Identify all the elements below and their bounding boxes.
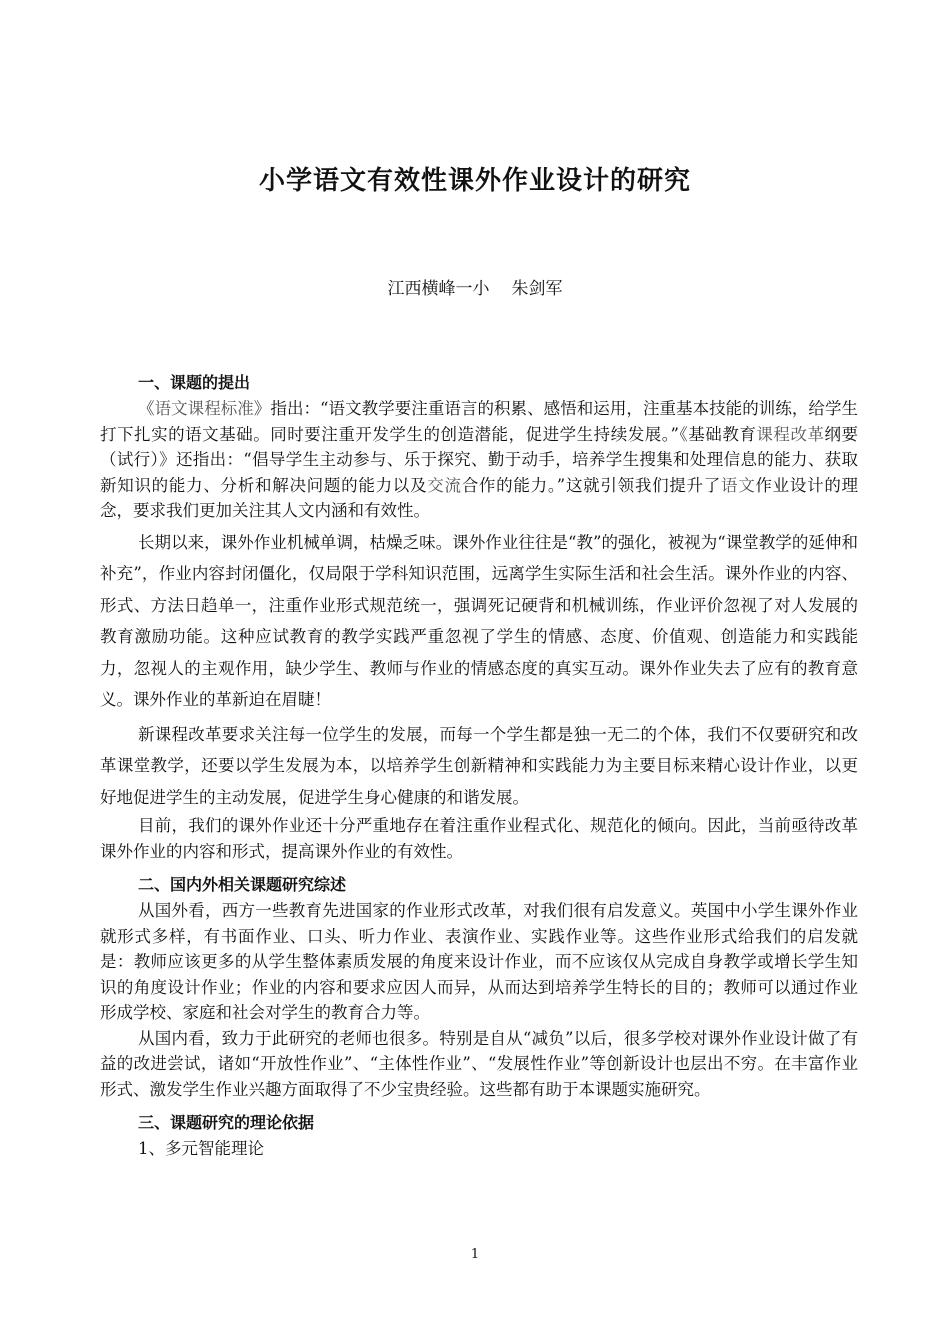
document-title: 小学语文有效性课外作业设计的研究: [258, 166, 691, 196]
document-body: [100, 370, 858, 1162]
paragraph-4: 目前，我们的课外作业还十分严重地存在着注重作业程式化、规范化的倾向。因此，当前亟待改革课外作业的内容和形式，提高课外作业的有效性。: [100, 816, 858, 861]
author-school: 江西横峰一小: [387, 279, 490, 299]
paragraph-5: 从国外看，西方一些教育先进国家的作业形式改革，对我们很有启发意义。英国中小学生课外作业就形式多样，有书面作业、口头、听力作业、表演作业、实践作业等。这些作业形式给我们的启发就是：教师应该更多的从学生整体素质发展的角度来设计作业，而不应该仅从完成自身教学或增长学生知识的角度设计作业；作业的内容和要求应因人而异，从而达到培养学生特长的目的；教师可以通过作业形成学校、家庭和社会对学生的教育合力等。: [100, 901, 858, 1022]
subheading-1: 1、多元智能理论: [138, 1139, 264, 1158]
section-heading-1: 一、课题的提出: [138, 373, 251, 392]
paragraph-3: 新课程改革要求关注每一位学生的发展，而每一个学生都是独一无二的个体，我们不仅要研究和改革课堂教学，还要以学生发展为本，以培养学生创新精神和实践能力为主要目标来精心设计作业，以更好地促进学生的主动发展，促进学生身心健康的和谐发展。: [100, 724, 858, 807]
link-chinese[interactable]: 语文: [720, 475, 756, 495]
paragraph-2: 长期以来，课外作业机械单调，枯燥乏味。课外作业往往是“教”的强化，被视为“课堂教学的延伸和补充”，作业内容封闭僵化，仅局限于学科知识范围，远离学生实际生活和社会生活。课外作业的内容、形式、方法日趋单一，注重作业形式规范统一，强调死记硬背和机械训练，作业评价忽视了对人发展的教育激励功能。这种应试教育的教学实践严重忽视了学生的情感、态度、价值观、创造能力和实践能力，忽视人的主观作用，缺少学生、教师与作业的情感态度的真实互动。课外作业失去了应有的教育意义。课外作业的革新迫在眉睫！: [100, 532, 858, 709]
author-name: 朱剑军: [511, 279, 563, 299]
paragraph-1: 《语文课程标准》指出：“语文教学要注重语言的积累、感悟和运用，注重基本技能的训练，给学生打下扎实的语文基础。同时要注重开发学生的创造潜能，促进学生持续发展。”《基础教育课程改革纲要（试行）》还指出：“倡导学生主动参与、乐于探究、勤于动手，培养学生搜集和处理信息的能力、获取新知识的能力、分析和解决问题的能力以及交流合作的能力。”这就引领我们提升了语文作业设计的理念，要求我们更加关注其人文内涵和有效性。: [100, 399, 859, 520]
link-curriculum-reform[interactable]: 课程改革: [756, 424, 825, 444]
link-curriculum-standard[interactable]: 语文课程标准: [154, 399, 254, 418]
paragraph-6: 从国内看，致力于此研究的老师也很多。特别是自从“减负”以后，很多学校对课外作业设计做了有益的改进尝试，诸如“开放性作业”、“主体性作业”、“发展性作业”等创新设计也层出不穷。在丰富作业形式、激发学生作业兴趣方面取得了不少宝贵经验。这些都有助于本课题实施研究。: [100, 1028, 858, 1099]
link-communication[interactable]: 交流: [427, 475, 462, 495]
author-line: [0, 274, 950, 299]
section-heading-3: 三、课题研究的理论依据: [138, 1113, 315, 1132]
section-heading-2: 二、国内外相关课题研究综述: [138, 875, 347, 894]
page-number: 1: [470, 1247, 480, 1262]
